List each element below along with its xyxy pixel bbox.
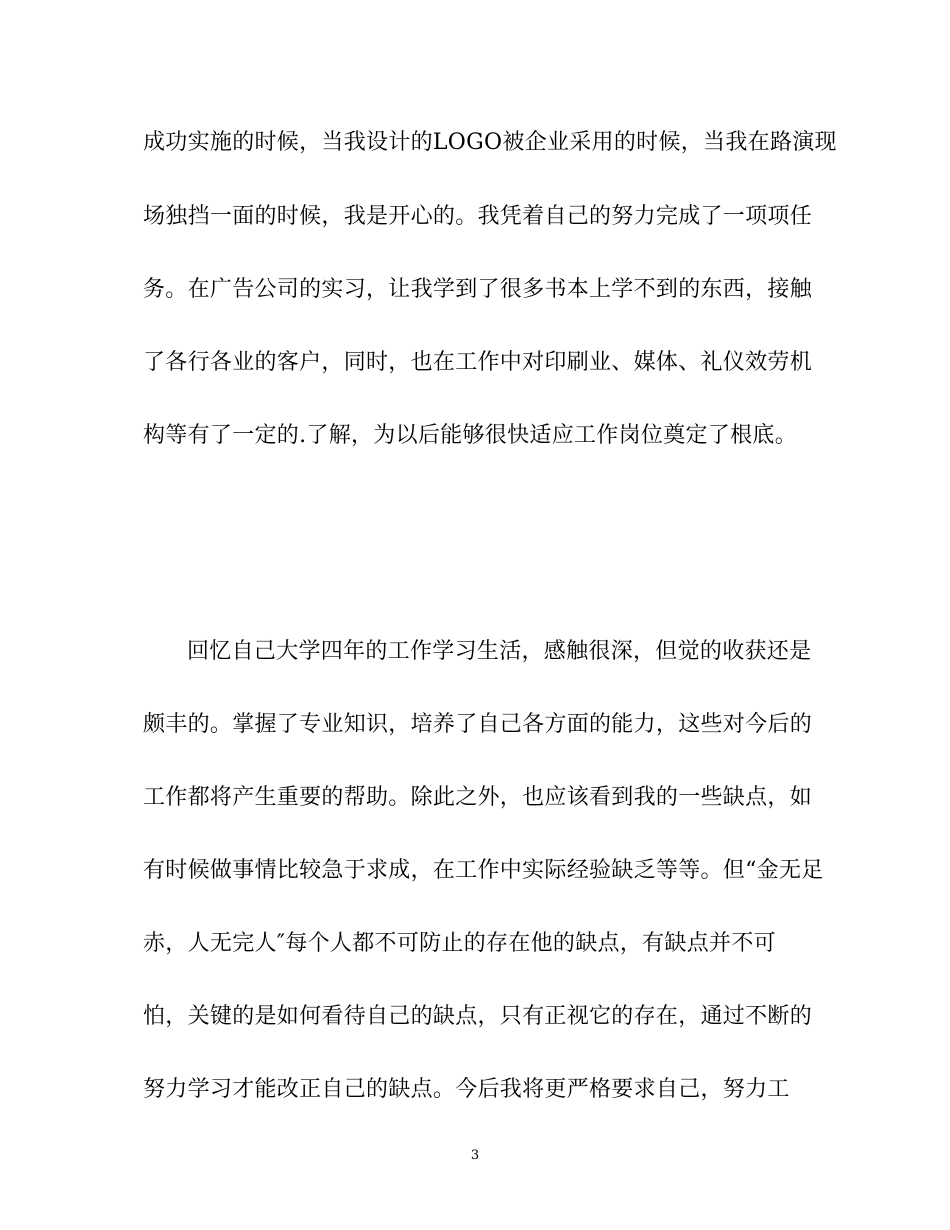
paragraph-line: 构等有了一定的.了解，为以后能够很快适应工作岗位奠定了根底。 — [143, 423, 797, 448]
paragraph-line: 努力学习才能改正自己的缺点。今后我将更严格要求自己，努力工 — [143, 1077, 790, 1102]
paragraph-line: 场独挡一面的时候，我是开心的。我凭着自己的努力完成了一项项任 — [143, 204, 813, 229]
paragraph-line: 回忆自己大学四年的工作学习生活，感触很深，但觉的收获还是 — [187, 639, 812, 664]
paragraph-line: 务。在广告公司的实习，让我学到了很多书本上学不到的东西，接触 — [143, 277, 813, 302]
paragraph-line: 有时候做事情比较急于求成，在工作中实际经验缺乏等等。但“金无足 — [143, 858, 824, 883]
paragraph-line: 成功实施的时候，当我设计的LOGO被企业采用的时候，当我在路演现 — [143, 130, 837, 155]
paragraph-line: 赤，人无完人″每个人都不可防止的存在他的缺点，有缺点并不可 — [143, 931, 776, 956]
paragraph-line: 了各行各业的客户，同时，也在工作中对印刷业、媒体、礼仪效劳机 — [143, 350, 813, 375]
page-number: 3 — [470, 1148, 480, 1163]
paragraph-line: 工作都将产生重要的帮助。除此之外，也应该看到我的一些缺点，如 — [143, 785, 813, 810]
paragraph-line: 颇丰的。掌握了专业知识，培养了自己各方面的能力，这些对今后的 — [143, 712, 813, 737]
paragraph-line: 怕，关键的是如何看待自己的缺点，只有正视它的存在，通过不断的 — [143, 1004, 813, 1029]
